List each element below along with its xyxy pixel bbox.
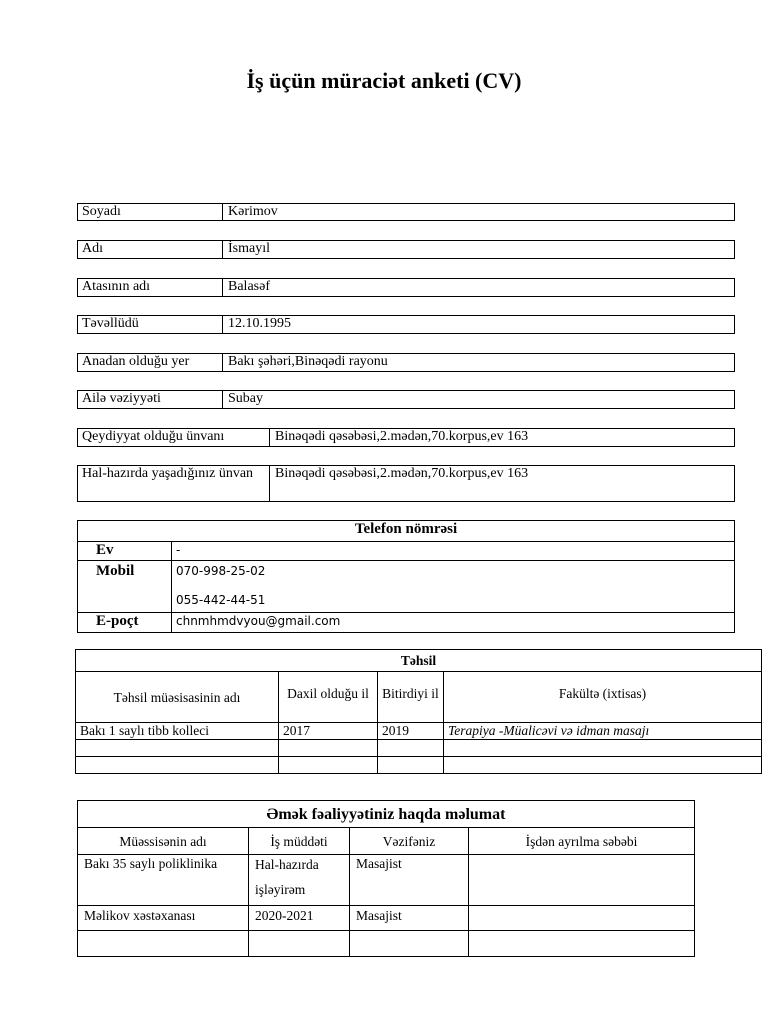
work-header-company: Müəssisənin adı [78, 828, 249, 855]
education-section-title: Təhsil [76, 650, 762, 672]
phone-home-value: - [172, 542, 735, 561]
phone-home-label: Ev [78, 542, 172, 561]
field-name [77, 240, 735, 259]
field-label: Soyadı [78, 204, 223, 220]
education-cell [378, 740, 444, 757]
work-table [77, 800, 695, 957]
phone-table [77, 520, 735, 633]
education-header-institution: Təhsil müəsisasinin adı [76, 672, 279, 723]
education-cell [76, 740, 279, 757]
work-cell [469, 855, 695, 906]
page-title: İş üçün müraciət anketi (CV) [246, 68, 522, 93]
field-value: Binəqədi qəsəbəsi,2.mədən,70.korpus,ev 163 [275, 466, 529, 481]
work-header-leaving-reason: İşdən ayrılma səbəbi [469, 828, 695, 855]
education-header-faculty: Fakültə (ixtisas) [444, 672, 762, 723]
work-cell [469, 906, 695, 931]
education-cell [444, 757, 762, 774]
education-table [75, 649, 762, 774]
field-label: Ailə vəziyyəti [78, 391, 223, 408]
education-cell [76, 757, 279, 774]
field-current-address [77, 465, 735, 502]
work-cell [249, 855, 350, 906]
phone-mobile-label: Mobil [78, 561, 172, 613]
field-label: Adı [78, 241, 223, 258]
work-cell [469, 931, 695, 957]
field-patronymic [77, 278, 735, 297]
field-value: 12.10.1995 [228, 316, 291, 331]
phone-email-value: chnmhmdvyou@gmail.com [172, 613, 735, 633]
work-cell: Məlikov xəstəxanası [78, 906, 249, 931]
field-value: İsmayıl [228, 241, 270, 256]
field-value: Balasəf [228, 279, 270, 294]
education-cell: 2019 [378, 723, 444, 740]
education-header-graduation-year: Bitirdiyi il [378, 672, 444, 723]
phone-mobile-2: 055-442-44-51 [176, 593, 266, 607]
field-surname [77, 203, 735, 221]
field-label: Atasının adı [78, 279, 223, 296]
field-label: Qeydiyyat olduğu ünvanı [78, 429, 270, 446]
field-birthplace [77, 353, 735, 372]
work-cell [249, 931, 350, 957]
phone-email-label: E-poçt [78, 613, 172, 633]
education-cell [279, 757, 378, 774]
field-marital-status [77, 390, 735, 409]
education-cell: 2017 [279, 723, 378, 740]
field-value: Bakı şəhəri,Binəqədi rayonu [228, 354, 388, 369]
field-value: Subay [228, 391, 263, 406]
field-value: Binəqədi qəsəbəsi,2.mədən,70.korpus,ev 163 [275, 429, 529, 444]
work-cell [78, 931, 249, 957]
education-cell: Bakı 1 saylı tibb kolleci [76, 723, 279, 740]
work-cell [350, 931, 469, 957]
education-header-admission-year: Daxil olduğu il [279, 672, 378, 723]
education-cell [378, 757, 444, 774]
field-label: Hal-hazırda yaşadığınız ünvan [78, 466, 270, 501]
work-section-title: Əmək fəaliyyətiniz haqda məlumat [78, 801, 695, 828]
field-label: Anadan olduğu yer [78, 354, 223, 371]
field-label: Təvəllüdü [78, 316, 223, 333]
phone-mobile-values [172, 561, 735, 613]
education-cell [444, 740, 762, 757]
field-birthdate [77, 315, 735, 334]
education-cell: Terapiya -Müalicəvi və idman masajı [444, 723, 762, 740]
work-period-text: Hal-hazırda işləyirəm [255, 857, 319, 897]
work-header-position: Vəzifəniz [350, 828, 469, 855]
work-cell: Bakı 35 saylı poliklinika [78, 855, 249, 906]
phone-mobile-1: 070-998-25-02 [176, 564, 266, 578]
education-cell [279, 740, 378, 757]
field-value: Kərimov [228, 204, 278, 219]
work-cell: Masajist [350, 855, 469, 906]
phone-section-title: Telefon nömrəsi [78, 521, 735, 542]
work-cell: 2020-2021 [249, 906, 350, 931]
field-registration-address [77, 428, 735, 447]
work-cell: Masajist [350, 906, 469, 931]
work-header-period: İş müddəti [249, 828, 350, 855]
